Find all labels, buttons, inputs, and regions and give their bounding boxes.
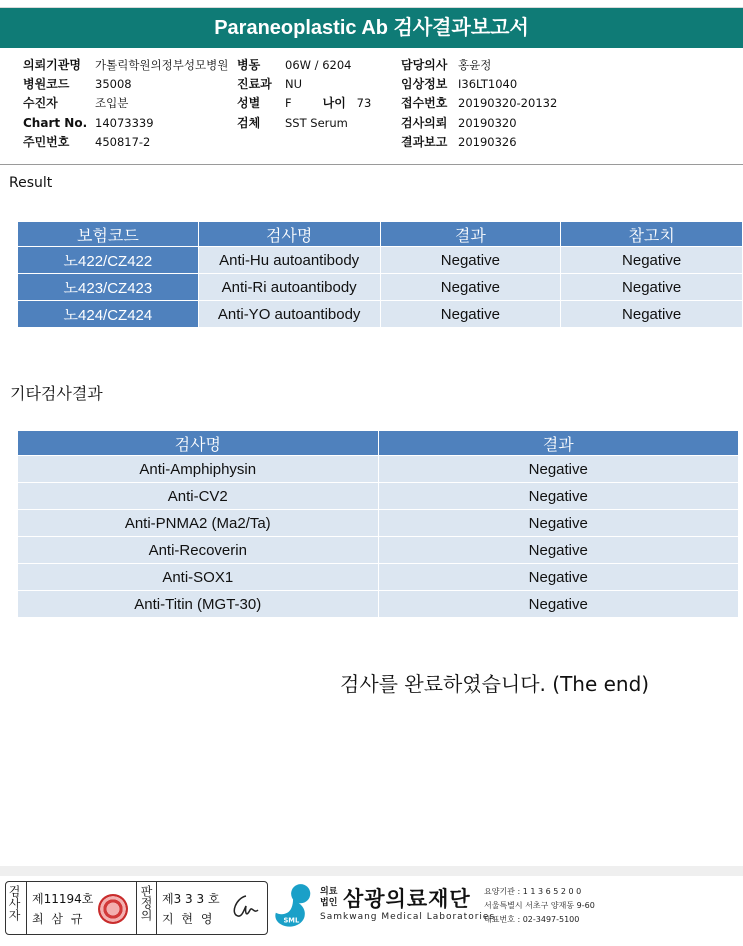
other-results-table — [17, 430, 739, 618]
table-row — [18, 483, 739, 510]
field-value: 20190320 — [458, 115, 517, 130]
reviewer-license: 제3 3 3 호 — [162, 892, 220, 906]
field-label: 주민번호 — [23, 134, 70, 149]
field-value: 가톨릭학원의정부성모병원 — [95, 58, 229, 72]
result-table — [17, 221, 743, 328]
field-label: 임상정보 — [401, 77, 448, 92]
org-english-name: Samkwang Medical Laboratories — [320, 912, 496, 922]
table-row — [18, 537, 739, 564]
other-results-label: 기타검사결과 — [10, 384, 103, 403]
org-name: 삼광의료재단 — [343, 887, 471, 911]
field-label: 병동 — [237, 58, 261, 72]
header-field — [23, 94, 228, 113]
insurance-code: 노423/CZ423 — [18, 274, 199, 301]
org-code: 요양기관 : 1 1 3 6 5 2 0 0 — [484, 887, 582, 896]
field-label: 접수번호 — [401, 96, 448, 111]
column-header: 결과 — [380, 222, 561, 247]
header-field — [401, 133, 557, 152]
field-value: F — [285, 96, 292, 111]
header-field — [23, 56, 228, 75]
field-value: 20190326 — [458, 134, 517, 149]
field-label: 의뢰기관명 — [23, 58, 81, 72]
column-header: 보험코드 — [18, 222, 199, 247]
field-value: I36LT1040 — [458, 77, 518, 92]
signature-icon — [228, 892, 262, 929]
header-info-col2 — [237, 56, 371, 133]
header-field — [237, 56, 371, 75]
test-result: Negative — [378, 591, 738, 618]
field-value: 홍윤정 — [458, 58, 492, 72]
reviewer-name: 지 현 영 — [162, 912, 215, 926]
insurance-code: 노424/CZ424 — [18, 301, 199, 328]
reviewer-label: 판정의 — [139, 885, 153, 921]
field-label: Chart No. — [23, 115, 88, 130]
test-name: Anti-Hu autoantibody — [198, 247, 380, 274]
header-info-col3 — [401, 56, 557, 152]
field-label: 담당의사 — [401, 58, 448, 72]
test-result: Negative — [380, 274, 561, 301]
field-value: NU — [285, 77, 303, 92]
reference-value: Negative — [561, 301, 743, 328]
test-name: Anti-YO autoantibody — [198, 301, 380, 328]
test-name: Anti-Amphiphysin — [18, 456, 379, 483]
org-phone: 대표번호 : 02-3497-5100 — [484, 915, 580, 924]
insurance-code: 노422/CZ422 — [18, 247, 199, 274]
test-name: Anti-CV2 — [18, 483, 379, 510]
column-header: 참고치 — [561, 222, 743, 247]
header-field — [23, 75, 228, 94]
sml-logo-icon — [272, 882, 316, 934]
column-header: 검사명 — [198, 222, 380, 247]
table-row — [18, 274, 743, 301]
test-name: Anti-Ri autoantibody — [198, 274, 380, 301]
test-result: Negative — [378, 483, 738, 510]
test-result: Negative — [380, 247, 561, 274]
field-label: 결과보고 — [401, 134, 448, 149]
test-name: Anti-PNMA2 (Ma2/Ta) — [18, 510, 379, 537]
examiner-label: 검사자 — [7, 885, 21, 921]
field-value: 14073339 — [95, 115, 154, 130]
header-field — [23, 133, 228, 152]
test-name: Anti-SOX1 — [18, 564, 379, 591]
logo-text: SML — [283, 916, 300, 925]
table-row — [18, 510, 739, 537]
table-row — [18, 301, 743, 328]
org-type: 의료법인 — [320, 887, 338, 908]
age-label: 나이 — [322, 96, 346, 111]
field-label: 성별 — [237, 96, 261, 111]
test-result: Negative — [378, 510, 738, 537]
table-header-row — [18, 431, 739, 456]
divider — [136, 882, 137, 934]
field-value: SST Serum — [285, 115, 348, 130]
examiner-name: 최 삼 규 — [32, 912, 85, 926]
table-header-row — [18, 222, 743, 247]
field-label: 진료과 — [237, 77, 272, 92]
test-name: Anti-Titin (MGT-30) — [18, 591, 379, 618]
header-field — [401, 75, 557, 94]
test-result: Negative — [378, 456, 738, 483]
table-row — [18, 564, 739, 591]
field-value: 조입분 — [95, 96, 129, 111]
field-value: 06W / 6204 — [285, 58, 352, 72]
field-label: 수진자 — [23, 96, 58, 111]
top-strip — [0, 0, 743, 8]
header-field — [237, 75, 371, 94]
signature-box — [5, 881, 268, 935]
header-field — [401, 56, 557, 75]
field-value: 35008 — [95, 77, 132, 92]
column-header: 검사명 — [18, 431, 379, 456]
header-field — [401, 94, 557, 113]
divider — [156, 882, 157, 934]
reference-value: Negative — [561, 247, 743, 274]
header-info-col1 — [23, 56, 228, 152]
header-divider — [0, 164, 743, 165]
examiner-license: 제11194호 — [32, 892, 94, 906]
field-label: 검사의뢰 — [401, 115, 448, 130]
column-header: 결과 — [378, 431, 738, 456]
field-label: 검체 — [237, 115, 261, 130]
table-row — [18, 247, 743, 274]
test-result: Negative — [380, 301, 561, 328]
reference-value: Negative — [561, 274, 743, 301]
footer-band — [0, 866, 743, 876]
header-field — [237, 114, 371, 133]
table-row — [18, 456, 739, 483]
report-title: Paraneoplastic Ab 검사결과보고서 — [0, 8, 743, 48]
table-row — [18, 591, 739, 618]
field-value: 20190320-20132 — [458, 96, 558, 111]
age-value: 73 — [356, 96, 372, 111]
test-result: Negative — [378, 537, 738, 564]
field-label: 병원코드 — [23, 77, 70, 92]
divider — [26, 882, 27, 934]
test-result: Negative — [378, 564, 738, 591]
header-field — [23, 114, 228, 133]
result-section-label: Result — [9, 175, 53, 191]
org-info — [484, 885, 595, 927]
field-value: 450817-2 — [95, 134, 151, 149]
header-field — [401, 114, 557, 133]
seal-stamp-icon — [98, 894, 128, 924]
test-name: Anti-Recoverin — [18, 537, 379, 564]
end-message: 검사를 완료하였습니다. (The end) — [340, 672, 650, 696]
header-field — [237, 94, 371, 113]
org-address: 서울특별시 서초구 양재동 9-60 — [484, 901, 595, 910]
